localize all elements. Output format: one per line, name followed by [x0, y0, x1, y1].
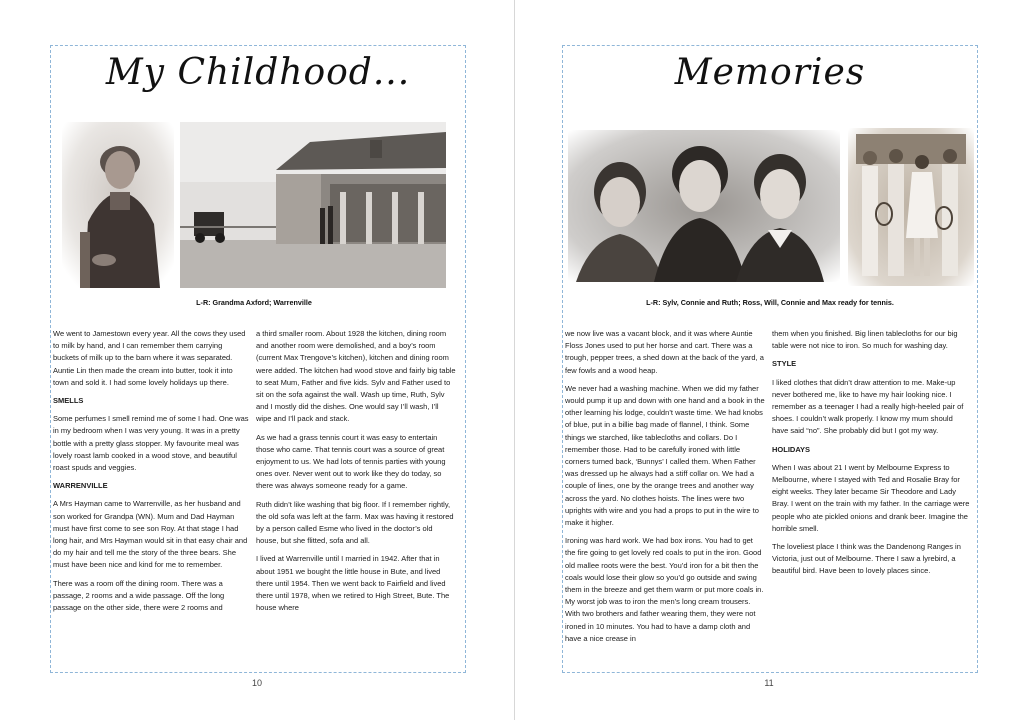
left-page-title: My Childhood... — [105, 52, 411, 93]
paragraph: them when you finished. Big linen tablecloths for our big table were not nice to iron. So much for washing day. — [772, 329, 958, 351]
left-column-1 — [53, 328, 249, 620]
left-photo-caption: L-R: Grandma Axford; Warrenville — [196, 298, 312, 307]
portrait-photo — [62, 122, 174, 288]
right-column-2 — [772, 328, 970, 584]
paragraph: we now live was a vacant block, and it was where Auntie Floss Jones used to put her horse and cart. There was a trough, pepper trees, a shed down at the back of the yard, a few fowls and a wood heap. — [565, 329, 764, 375]
page-gutter — [514, 0, 515, 720]
house-photo — [180, 122, 446, 288]
three-women-photo — [568, 130, 840, 282]
paragraph: The loveliest place I think was the Dandenong Ranges in Victoria, just out of Melbourne. There I saw a lyrebird, a beautiful bird. Have been to lovely places since. — [772, 542, 961, 576]
paragraph: As we had a grass tennis court it was easy to entertain those who came. That tennis court was a source of great enjoyment to us. We had lots of tennis parties with young ones over. Never went out to work like they do today, so there was always someone ready for a game. — [256, 432, 446, 491]
paragraph: We never had a washing machine. When we did my father would pump it up and down with one hand and a book in the other learning his lodge, couldn’t waste time. We had knobs of blue, put in a billie bag made of flannel, I think. Some things we starched, like tablecloths and collars. Do I remember those. Had to be carefully ironed with little corners turned back, ‘Bunnys’ I called them. When Father was dressed up he always had a stiff collar on. We had a couple of lines, one by the orange trees and another way across the yard. No clothes hoists. The lines were two uprights with wire and you had a props to put in the wire to make it higher. — [565, 383, 765, 528]
right-page-title: Memories — [674, 52, 866, 93]
paragraph: When I was about 21 I went by Melbourne Express to Melbourne, where I stayed with Ted and Rosalie Bray for eight weeks. They later became Sir Theodore and Lady Bray. I went on the train with my father. In the carriage were people who ate pickled onions and drank beer. Imagine the horrible smell. — [772, 462, 970, 533]
paragraph: a third smaller room. About 1928 the kitchen, dining room and another room were demolished, and a boy’s room (current Max Trengove’s kitchen), kitchen and dining room were added. The kitchen had wood stove and fairly big table to seat Mum, Father and five kids. Sylv and Father used to sit on the sofa against the wall. Wash up time, Ruth, Sylv and I mostly did the dishes. One would say I’ll wash, I’ll wipe and I’ll pack and stack. — [256, 329, 456, 424]
page-number-left: 10 — [251, 678, 262, 688]
tennis-group-photo — [848, 128, 974, 286]
right-column-1 — [565, 328, 765, 651]
paragraph: Ironing was hard work. We had box irons. You had to get the fire going to get lovely red coals to put in the iron. Good old mallee roots were the best. You’d iron for a bit then the coals would lose their glow so you’d go outside and swing them in the breeze and get them warm or put more coals in. My worst job was to iron the men’s long cream trousers. With two brothers and father wearing them, they were not ironed in 10 minutes. You had to have a damp cloth and have a nice crease in — [565, 536, 764, 643]
section-heading: HOLIDAYS — [772, 444, 811, 454]
page-number-right: 11 — [764, 678, 774, 688]
paragraph: Ruth didn’t like washing that big floor. If I remember rightly, the old sofa was left at the farm. Max was having it restored by a person called Esme who lived in the doctor’s old house, but she flitted, sofa and all. — [256, 499, 454, 546]
section-heading: WARRENVILLE — [53, 481, 108, 491]
left-column-2 — [256, 328, 456, 620]
paragraph: There was a room off the dining room. There was a passage, 2 rooms and a wide passage. Off the long passage on the other side, there were 2 rooms and — [53, 578, 225, 613]
paragraph: We went to Jamestown every year. All the cows they used to milk by hand, and I can remember them carrying buckets of milk up to the barn where it was separated. Auntie Lin then made the cream into butter, took it into town and sold it. I had some lovely holidays up there. — [53, 329, 246, 387]
right-photo-caption: L-R: Sylv, Connie and Ruth; Ross, Will, Connie and Max ready for tennis. — [646, 298, 894, 307]
paragraph: A Mrs Hayman came to Warrenville, as her husband and son worked for Grandpa (WN). Mum and Dad Hayman must have first come to see son Roy. At that stage I had long hair, and Mrs Hayman would sit in that easy chair and do my hair and tell me the story of the three bears. She must have been nice and kind for me to remember. — [53, 499, 248, 570]
paragraph: I liked clothes that didn’t draw attention to me. Make-up never bothered me, like to have my hair looking nice. I remember as a teenager I had a really high-heeled pair of shoes. I couldn’t walk properly. I know my mum should have said “no”. She probably did but I got my way. — [772, 377, 964, 436]
section-heading: STYLE — [772, 359, 797, 369]
paragraph: I lived at Warrenville until I married in 1942. After that in about 1951 we bought the little house in Bute, and lived there until 1954. Then we went back to Fairfield and lived there until 1978, when we retired to High Street, Bute. The house where — [256, 554, 450, 613]
paragraph: Some perfumes I smell remind me of some I had. One was in my bedroom when I was very young. It was in a pretty bottle with a pretty glass stopper. My favourite meal was lovely roast lamb cooked in a wood stove, and beautiful roast spuds and veggies. — [53, 414, 249, 473]
section-heading: SMELLS — [53, 396, 84, 406]
